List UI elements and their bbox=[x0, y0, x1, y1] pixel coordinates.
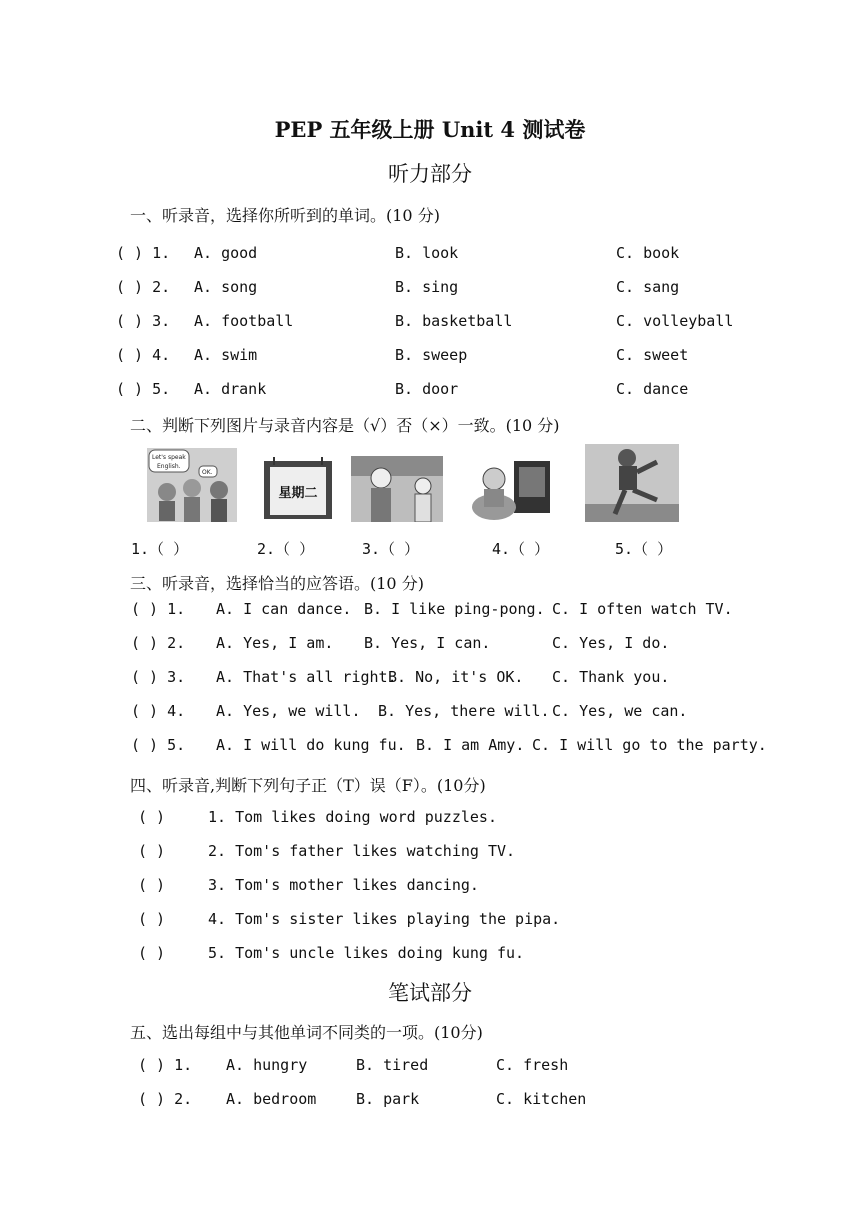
option-b: B. Yes, there will. bbox=[378, 702, 550, 720]
statement-text: 3. Tom's mother likes dancing. bbox=[208, 876, 479, 894]
statement-text: 2. Tom's father likes watching TV. bbox=[208, 842, 516, 860]
option-c: C. volleyball bbox=[616, 312, 734, 330]
section1-heading: 一、听录音，选择你所听到的单词。(10 分) bbox=[130, 206, 440, 225]
writing-header: 笔试部分 bbox=[388, 981, 472, 1005]
statement-text: 5. Tom's uncle likes doing kung fu. bbox=[208, 944, 525, 962]
option-a: A. I can dance. bbox=[216, 600, 352, 618]
answer-blank[interactable]: 2.（ ） bbox=[257, 540, 315, 558]
listening-header: 听力部分 bbox=[388, 162, 472, 186]
option-a: A. Yes, I am. bbox=[216, 634, 334, 652]
answer-blank[interactable]: 3.（ ） bbox=[362, 540, 420, 558]
option-b: B. I like ping-pong. bbox=[364, 600, 545, 618]
answer-blank[interactable]: ( ) 2. bbox=[131, 634, 186, 652]
kids-talking-picture bbox=[147, 448, 237, 522]
section3-heading: 三、听录音，选择恰当的应答语。(10 分) bbox=[130, 574, 424, 593]
section4-heading: 四、听录音,判断下列句子正（T）误（F）。(10分) bbox=[130, 776, 486, 795]
answer-blank[interactable]: ( ) 2. bbox=[116, 278, 171, 296]
option-a: A. I will do kung fu. bbox=[216, 736, 406, 754]
option-a: A. football bbox=[194, 312, 294, 330]
option-c: C. Yes, we can. bbox=[552, 702, 688, 720]
speech-bubble-text: Let's speak bbox=[152, 454, 186, 461]
answer-blank[interactable]: ( ) 1. bbox=[116, 244, 171, 262]
option-a: A. Yes, we will. bbox=[216, 702, 361, 720]
answer-blank[interactable]: ( ) 5. bbox=[131, 736, 186, 754]
option-b: B. Yes, I can. bbox=[364, 634, 491, 652]
option-b: B. park bbox=[356, 1090, 420, 1108]
option-c: C. I will go to the party. bbox=[532, 736, 767, 754]
section2-heading: 二、判断下列图片与录音内容是（√）否（×）一致。(10 分) bbox=[130, 416, 560, 435]
section5-heading: 五、选出每组中与其他单词不同类的一项。(10分) bbox=[130, 1023, 483, 1042]
option-b: B. door bbox=[395, 380, 459, 398]
option-b: B. look bbox=[395, 244, 459, 262]
option-a: A. swim bbox=[194, 346, 258, 364]
option-c: C. sang bbox=[616, 278, 680, 296]
answer-blank[interactable]: 1.（ ） bbox=[131, 540, 189, 558]
answer-blank[interactable]: ( ) bbox=[138, 808, 166, 826]
statement-text: 4. Tom's sister likes playing the pipa. bbox=[208, 910, 561, 928]
option-c: C. sweet bbox=[616, 346, 689, 364]
option-a: A. good bbox=[194, 244, 258, 262]
option-a: A. song bbox=[194, 278, 258, 296]
answer-blank[interactable]: ( ) bbox=[138, 876, 166, 894]
answer-blank[interactable]: ( ) 5. bbox=[116, 380, 171, 398]
answer-blank[interactable]: ( ) 1. bbox=[138, 1056, 193, 1074]
answer-blank[interactable]: ( ) 2. bbox=[138, 1090, 193, 1108]
option-c: C. book bbox=[616, 244, 680, 262]
option-c: C. dance bbox=[616, 380, 689, 398]
option-a: A. drank bbox=[194, 380, 267, 398]
calendar-day: 星期二 bbox=[278, 486, 318, 501]
answer-blank[interactable]: ( ) 4. bbox=[116, 346, 171, 364]
answer-blank[interactable]: ( ) 1. bbox=[131, 600, 186, 618]
speech-bubble-text: OK. bbox=[202, 469, 213, 476]
answer-blank[interactable]: ( ) 3. bbox=[116, 312, 171, 330]
option-c: C. fresh bbox=[496, 1056, 569, 1074]
speech-bubble-text: English. bbox=[157, 463, 181, 470]
option-b: B. No, it's OK. bbox=[388, 668, 524, 686]
option-b: B. I am Amy. bbox=[416, 736, 525, 754]
answer-blank[interactable]: ( ) bbox=[138, 842, 166, 860]
answer-blank[interactable]: ( ) bbox=[138, 910, 166, 928]
boy-kung-fu-picture bbox=[585, 444, 679, 522]
answer-blank[interactable]: 5.（ ） bbox=[615, 540, 673, 558]
option-b: B. sing bbox=[395, 278, 459, 296]
answer-blank[interactable]: 4.（ ） bbox=[492, 540, 550, 558]
option-b: B. tired bbox=[356, 1056, 429, 1074]
answer-blank[interactable]: ( ) bbox=[138, 944, 166, 962]
calendar-picture bbox=[262, 455, 334, 522]
option-a: A. That's all right. bbox=[216, 668, 397, 686]
option-c: C. kitchen bbox=[496, 1090, 587, 1108]
answer-blank[interactable]: ( ) 4. bbox=[131, 702, 186, 720]
option-c: C. I often watch TV. bbox=[552, 600, 733, 618]
option-c: C. Yes, I do. bbox=[552, 634, 670, 652]
option-a: A. bedroom bbox=[226, 1090, 317, 1108]
option-b: B. sweep bbox=[395, 346, 468, 364]
teacher-student-picture bbox=[351, 456, 443, 522]
option-b: B. basketball bbox=[395, 312, 513, 330]
answer-blank[interactable]: ( ) 3. bbox=[131, 668, 186, 686]
page-title: PEP 五年级上册 Unit 4 测试卷 bbox=[274, 117, 586, 142]
statement-text: 1. Tom likes doing word puzzles. bbox=[208, 808, 497, 826]
boy-watching-tv-picture bbox=[470, 455, 557, 522]
option-a: A. hungry bbox=[226, 1056, 308, 1074]
option-c: C. Thank you. bbox=[552, 668, 670, 686]
